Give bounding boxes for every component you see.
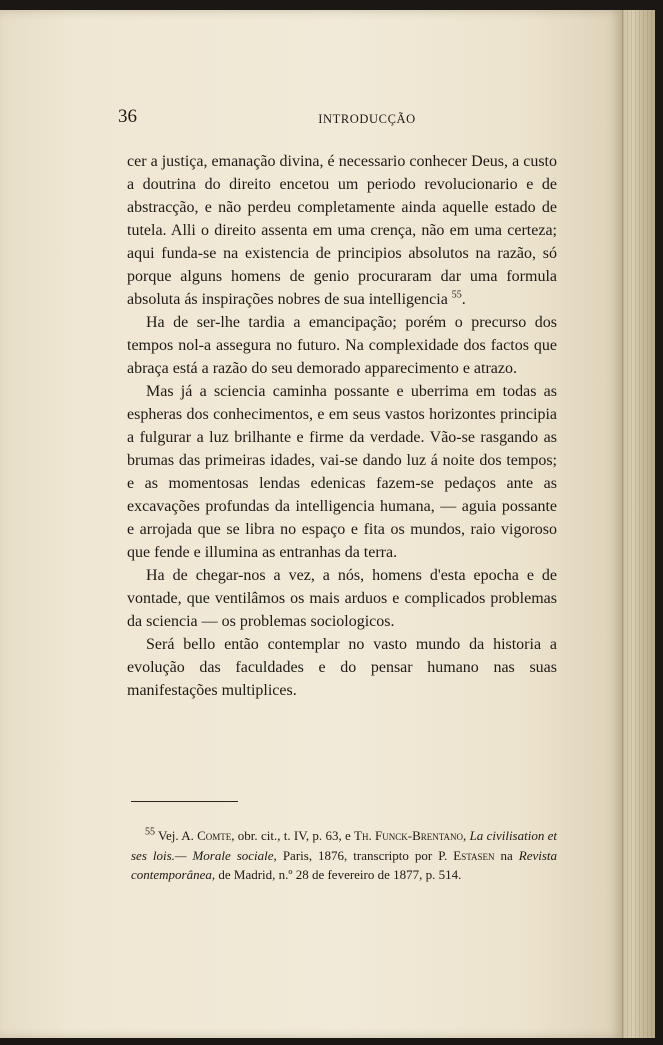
paragraph-4: Ha de chegar-nos a vez, a nós, homens d'esta epocha e de vontade, que ventilâmos os mais arduos e complicados problemas da sciencia — os problemas sociologicos.: [127, 567, 557, 630]
footnote-part: Paris, 1876, transcripto por P.: [282, 847, 448, 863]
footnote: [131, 826, 557, 885]
footnote-title: Revista contemporânea,: [131, 847, 558, 882]
footnote-ref: 55: [451, 289, 462, 301]
footnote-part: , obr. cit., t. IV, p. 63, e: [231, 828, 351, 843]
footnote-divider: [131, 801, 238, 802]
footnote-part: de Madrid, n.º 28 de fevereiro de 1877, p. 514.: [218, 867, 462, 882]
footnote-part: Vej. A.: [158, 828, 194, 843]
paragraph-3: Mas já a sciencia caminha possante e uberrima em todas as espheras dos conhecimentos, e em seus vastos horizontes principia a fulgurar a luz brilhante e firme da verdade. Vão-se rasgando as brumas das primeiras idades, vai-se dando luz á noite dos tempos; e as momentosas lendas edenicas fazem-se pedaços ante as excavações profundas da intelligencia humana, — aguia possante e arrojada que se libra no espaço e fita os mundos, raio vigoroso que fende e illumina as entranhas da terra.: [127, 383, 557, 561]
paragraph-1-end: .: [461, 291, 466, 308]
paragraph-5: Será bello então contemplar no vasto mundo da historia a evolução das faculdades e do pensar humano nas suas manifestações multiplices.: [127, 636, 557, 699]
footnote-part: ,: [463, 828, 467, 843]
footnote-part: na: [500, 847, 513, 863]
footnote-author: Th. Funck-Brentano: [354, 828, 464, 843]
footnote-author: Comte: [197, 828, 232, 843]
footnote-author: Estasen: [453, 847, 495, 863]
footnote-number: 55: [145, 826, 155, 838]
page-number: 36: [118, 106, 137, 127]
paragraph-1-text: cer a justiça, emanação divina, é necessario conhecer Deus, a custo a doutrina do direito encetou um periodo revolucionario e de abstracção, e não perdeu completamente ainda aquelle estado de tutela. Alli o direito assenta em uma crença, não em uma certeza; aqui funda-se na existencia de principios absolutos na razão, só porque alguns homens de genio procuraram dar uma formula absoluta ás inspirações nobres de sua intelligencia: [127, 153, 557, 308]
page-stack-edge: [622, 10, 655, 1038]
paragraph-2: Ha de ser-lhe tardia a emancipação; porém o precurso dos tempos nol-a assegura no futuro. Na complexidade dos factos que abraça está a razão do seu demorado apparecimento e atrazo.: [127, 314, 557, 377]
footnote-text: [131, 826, 557, 885]
running-head: INTRODUCÇÃO: [318, 112, 416, 126]
page-header: [118, 106, 558, 132]
footnote-title: La civilisation et ses lois.— Morale sociale,: [131, 828, 558, 863]
paragraph-1: [127, 150, 557, 311]
body-text: [127, 150, 557, 702]
